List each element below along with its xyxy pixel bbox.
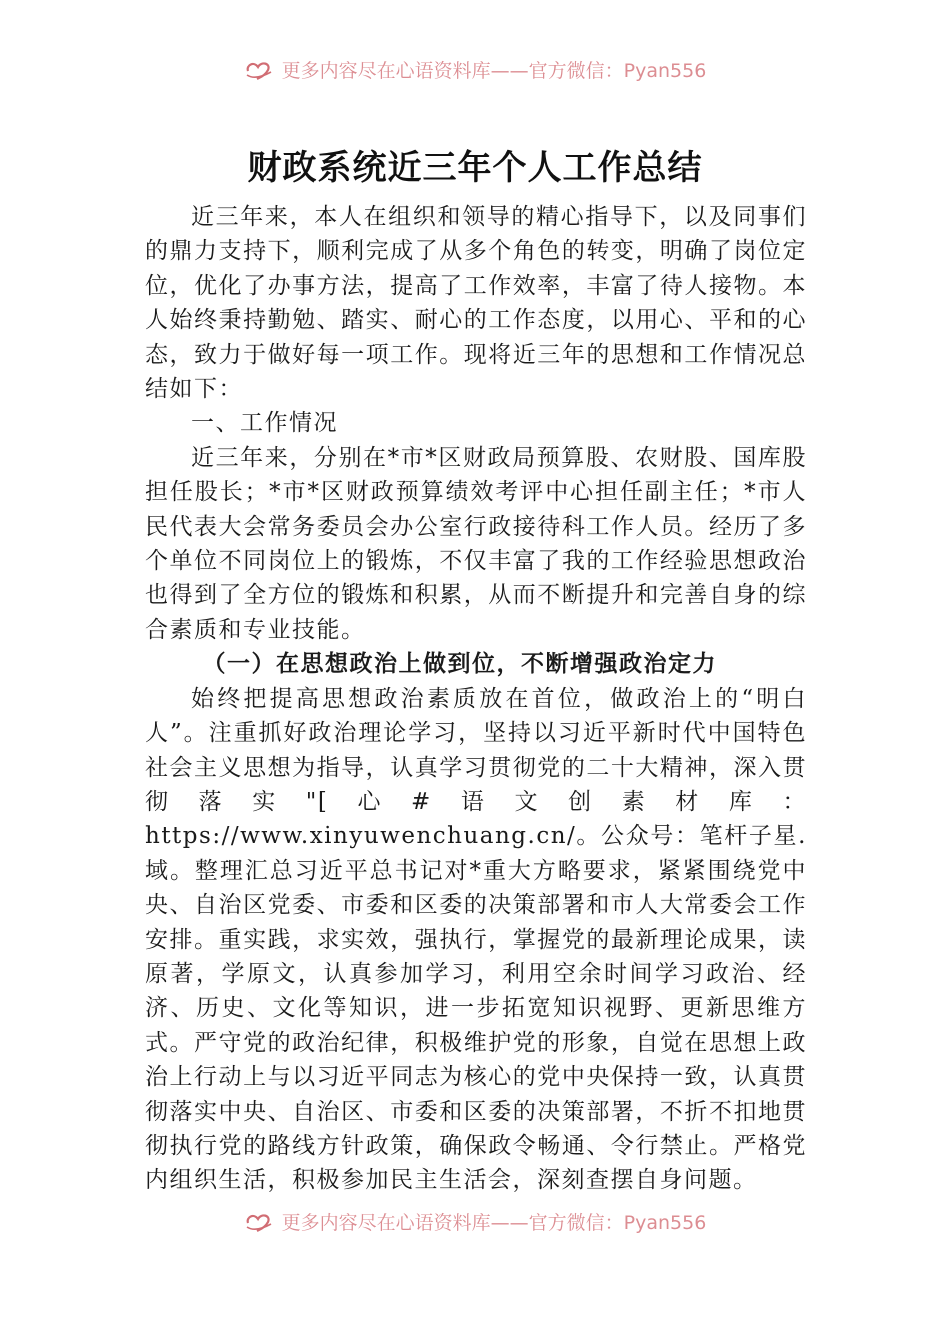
intro-paragraph: 近三年来，本人在组织和领导的精心指导下，以及同事们的鼎力支持下，顺利完成了从多个角色的转变，明确了岗位定位，优化了办事方法，提高了工作效率，丰富了待人接物。本人始终秉持勤勉、踏实、耐心的工作态度，以用心、平和的心态，致力于做好每一项工作。现将近三年的思想和工作情况总结如下： xyxy=(145,204,807,403)
document-title: 财政系统近三年个人工作总结 xyxy=(247,148,703,188)
heart-swirl-logo-icon xyxy=(244,1209,274,1233)
section-heading-work-situation: 一、工作情况 xyxy=(191,410,338,437)
document-body xyxy=(145,200,807,1198)
watermark-text: 更多内容尽在心语资料库——官方微信：Pyan556 xyxy=(281,1211,707,1234)
political-paragraph: 始终把提高思想政治素质放在首位，做政治上的“明白人”。注重抓好政治理论学习，坚持以习近平新时代中国特色社会主义思想为指导，认真学习贯彻党的二十大精神，深入贯彻落实"[心#语文创素材库：https://www.xinyuwenchuang.cn/。公众号：笔杆子星.域。整理汇总习近平总书记对*重大方略要求，紧紧围绕党中央、自治区党委、市委和区委的决策部署和市人大常委会工作安排。重实践，求实效，强执行，掌握党的最新理论成果，读原著，学原文，认真参加学习，利用空余时间学习政治、经济、历史、文化等知识，进一步拓宽知识视野、更新思维方式。严守党的政治纪律，积极维护党的形象，自觉在思想上政治上行动上与以习近平同志为核心的党中央保持一致，认真贯彻落实中央、自治区、市委和区委的决策部署，不折不扣地贯彻执行党的路线方针政策，确保政令畅通、令行禁止。严格党内组织生活，积极参加民主生活会，深刻查摆自身问题。 xyxy=(145,685,807,1194)
watermark-banner-top xyxy=(0,54,950,84)
watermark-text: 更多内容尽在心语资料库——官方微信：Pyan556 xyxy=(281,59,707,82)
watermark-banner-bottom xyxy=(0,1206,950,1236)
work-history-paragraph: 近三年来，分别在*市*区财政局预算股、农财股、国库股担任股长；*市*区财政预算绩效考评中心担任副主任；*市人民代表大会常务委员会办公室行政接待科工作人员。经历了多个单位不同岗位上的锻炼，不仅丰富了我的工作经验思想政治也得到了全方位的锻炼和积累，从而不断提升和完善自身的综合素质和专业技能。 xyxy=(145,444,807,643)
subsection-heading-political: （一）在思想政治上做到位，不断增强政治定力 xyxy=(202,650,717,678)
heart-swirl-logo-icon xyxy=(244,57,274,81)
